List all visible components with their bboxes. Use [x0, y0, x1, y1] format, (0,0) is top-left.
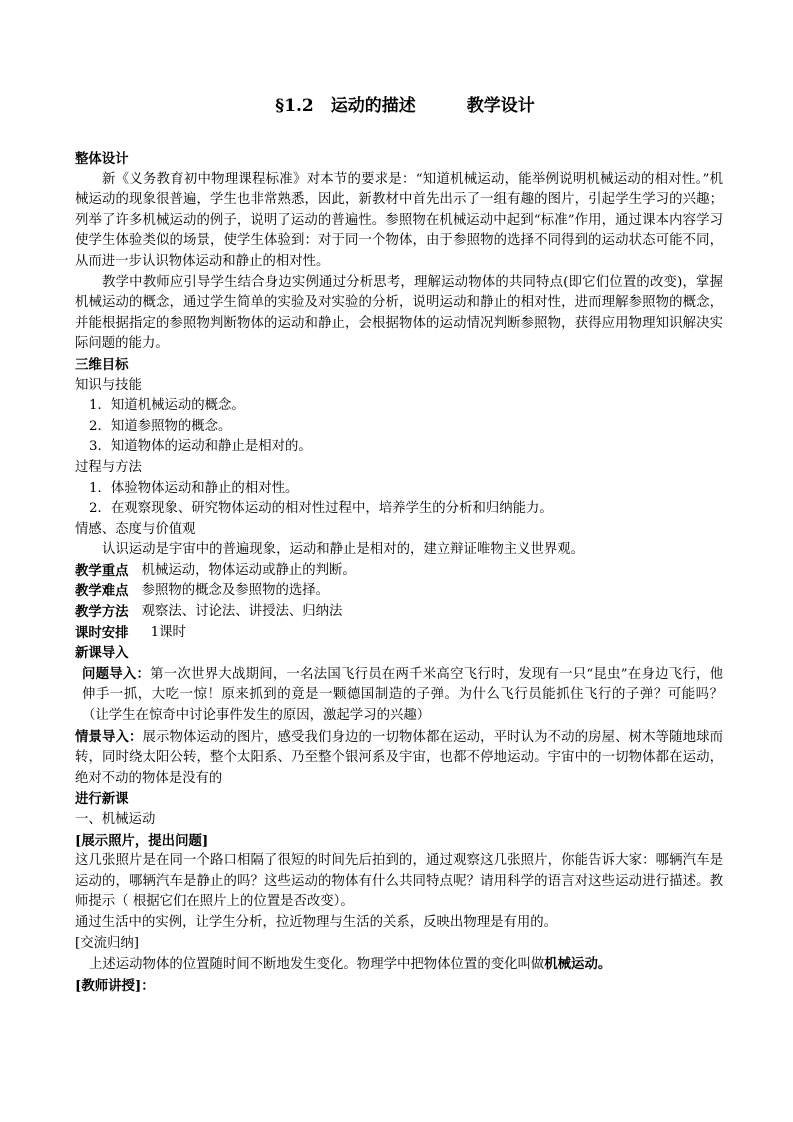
difficulty-label: 教学难点 [75, 583, 129, 600]
scene-intro-text: 展示物体运动的图片，感受我们身边的一切物体都在运动，平时认为不动的房屋、树木等随地球而转，同时绕太阳公转，整个太阳系、乃至整个银河系及宇宙，也都不停地运动。宇宙中的一切物体都在运动，绝对不动的物体是没有的 [75, 729, 724, 786]
process-item: 1．体验物体运动和静止的相对性。 [89, 480, 299, 496]
schedule-value: 1课时 [150, 624, 186, 640]
teacher-heading: [教师讲授]： [75, 977, 155, 994]
scene-intro-label: 情景导入： [75, 728, 143, 745]
knowledge-label: 知识与技能 [75, 377, 142, 393]
summary-text: 上述运动物体的位置随时间不断地发生变化。物理学中把物体位置的变化叫做 [89, 957, 545, 973]
page-title: §1.2 运动的描述 教学设计 [275, 96, 535, 116]
overall-paragraph-1: 新《义务教育初中物理课程标准》对本节的要求是：“知道机械运动，能举例说明机械运动的相对性。”机械运动的现象很普遍，学生也非常熟悉，因此，新教材中首先出示了一组有趣的图片，引起学生学习的兴趣；列举了许多机械运动的例子，说明了运动的普遍性。参照物在机械运动中起到“标准”作用，通过课本内容学习使学生体验类似的场景，使学生体验到：对于同一个物体，由于参照物的选择不同得到的运动状态可能不同，从而进一步认识物体运动和静止的相对性。 [75, 171, 723, 269]
schedule-label: 课时安排 [75, 624, 129, 641]
intro-heading: 新课导入 [75, 645, 129, 662]
knowledge-item: 2．知道参照物的概念。 [89, 418, 232, 434]
exchange-heading: [交流归纳] [75, 935, 140, 951]
overall-paragraph-2: 教学中教师应引导学生结合身边实例通过分析思考，理解运动物体的共同特点(即它们位置的改变)，掌握机械运动的概念，通过学生简单的实验及对实验的分析，说明运动和静止的相对性，进而理解参照物的概念，并能根据指定的参照物判断物体的运动和静止，会根据物体的运动情况判断参照物，获得应用物理知识解决实际问题的能力。 [75, 274, 723, 352]
goals-heading: 三维目标 [75, 356, 129, 373]
knowledge-item: 3．知道物体的运动和静止是相对的。 [89, 439, 312, 455]
process-label: 过程与方法 [75, 459, 142, 475]
difficulty-value: 参照物的概念及参照物的选择。 [141, 583, 330, 599]
life-paragraph: 通过生活中的实例，让学生分析，拉近物理与生活的关系，反映出物理是有用的。 [75, 914, 558, 930]
photo-heading: [展示照片，提出问题] [75, 832, 209, 849]
problem-intro-text: 第一次世界大战期间，一名法国飞行员在两千米高空飞行时，发现有一只“昆虫”在身边飞行，他伸手一抓，大吃一惊！原来抓到的竟是一颗德国制造的子弹。为什么飞行员能抓住飞行的子弹？可能吗？（让学生在惊奇中讨论事件发生的原因，激起学习的兴趣） [82, 666, 723, 724]
photo-paragraph: 这几张照片是在同一个路口相隔了很短的时间先后拍到的，通过观察这几张照片，你能告诉大家：哪辆汽车是运动的，哪辆汽车是静止的吗？这些运动的物体有什么共同特点呢？请用科学的语言对这些运动进行描述。教师提示（ 根据它们在照片上的位置是否改变）。 [75, 853, 723, 910]
document-page [75, 92, 723, 996]
lesson-heading: 进行新课 [75, 791, 129, 808]
key-points-row [75, 561, 723, 582]
schedule-row [75, 623, 723, 644]
key-points-value: 机械运动，物体运动或静止的判断。 [141, 562, 356, 578]
emotion-text: 认识运动是宇宙中的普遍现象，运动和静止是相对的，建立辩证唯物主义世界观。 [102, 542, 585, 558]
summary-term: 机械运动。 [544, 956, 612, 973]
scene-intro [75, 727, 723, 790]
key-points-label: 教学重点 [75, 562, 129, 579]
knowledge-item: 1．知道机械运动的概念。 [89, 398, 245, 414]
method-label: 教学方法 [75, 604, 129, 621]
summary-paragraph [75, 954, 723, 976]
process-item: 2．在观察现象、研究物体运动的相对性过程中，培养学生的分析和归纳能力。 [89, 501, 553, 517]
method-row [75, 602, 723, 623]
problem-intro-label: 问题导入： [82, 665, 151, 682]
overall-heading: 整体设计 [75, 151, 129, 167]
difficulty-row [75, 581, 723, 602]
section-mechanical-motion: 一、机械运动 [75, 812, 156, 827]
problem-intro [75, 664, 723, 727]
method-value: 观察法、讨论法、讲授法、归纳法 [141, 604, 343, 620]
emotion-label: 情感、态度与价值观 [75, 521, 196, 537]
